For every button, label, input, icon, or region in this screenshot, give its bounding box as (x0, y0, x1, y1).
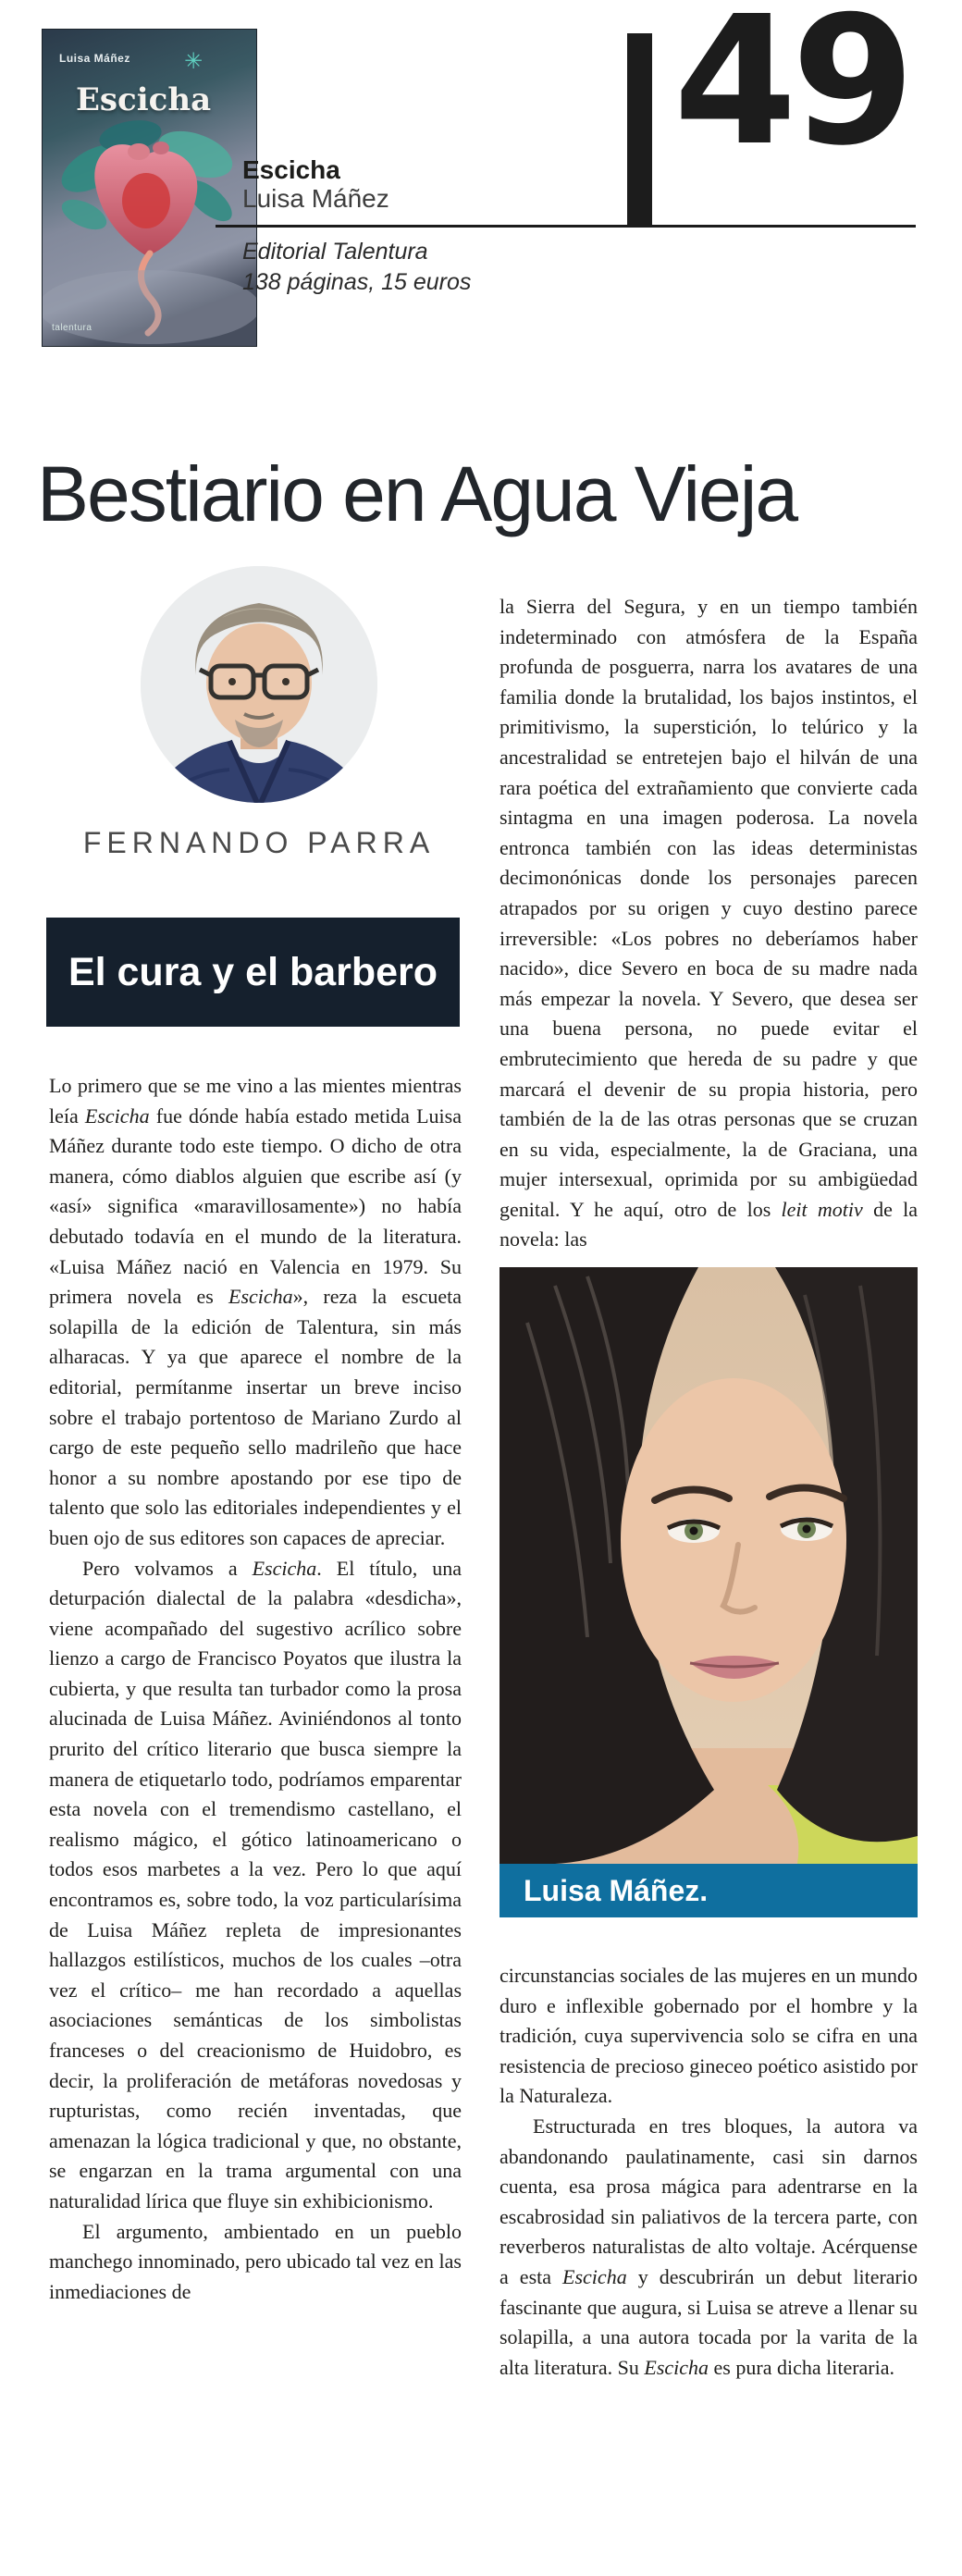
reviewer-photo (141, 566, 377, 803)
kicker-box (46, 918, 460, 1027)
author-photo (500, 1267, 918, 1864)
publisher-name: Editorial Talentura (242, 239, 428, 265)
book-author: Luisa Máñez (242, 184, 389, 213)
book-details: 138 páginas, 15 euros (242, 269, 472, 295)
cover-author-label: Luisa Máñez (59, 52, 130, 65)
paragraph: circunstancias sociales de las mujeres en un mundo duro e inflexible gobernado por el hombre y la tradición, cuya supervivencia solo se cifra en una resistencia de precioso gineceo poético asistido por la Naturaleza. (500, 1964, 918, 2108)
right-column (500, 592, 918, 2553)
kicker-label: El cura y el barbero (68, 949, 438, 994)
author-portrait-art (500, 1267, 918, 1864)
right-eye (282, 678, 290, 685)
book-cover (42, 29, 257, 347)
photo-caption (500, 1864, 918, 1917)
article-headline: Bestiario en Agua Vieja (37, 450, 797, 537)
right-column-bottom (500, 1961, 918, 2383)
book-title: Escicha (242, 155, 340, 184)
page-number: 49 (673, 0, 910, 185)
header-rule (216, 225, 916, 228)
paragraph: El argumento, ambientado en un pueblo manchego innominado, pero ubicado tal vez en las inmediaciones de (49, 2219, 462, 2303)
reviewer-portrait-art (141, 566, 377, 803)
right-column-top (500, 592, 918, 1255)
cover-title: Escicha (76, 81, 212, 118)
left-eye (228, 678, 236, 685)
book-meta (242, 155, 389, 213)
cover-mist (43, 270, 256, 344)
photo-caption-text: Luisa Máñez. (524, 1873, 709, 1907)
paragraph: la Sierra del Segura, y en un tiempo también indeterminado con atmósfera de la España profunda de posguerra, narra los avatares de una familia donde la brutalidad, los bajos instintos, el primitivismo, la superstición, lo telúrico y la ancestralidad se entretejen bajo el hilván de una rara poética del extrañamiento que convierte cada sintagma en una imagen poderosa. La novela entronca también con las ideas deterministas decimonónicas donde los personajes parecen atrapados por su origen y cuyo destino parece irreversible: «Los pobres no deberíamos haber nacido», dice Severo en boca de su madre nada más empezar la novela. Y Severo, que desea ser una buena persona, no puede evitar el embrutecimiento que hereda de su padre y que marcará el devenir de su propia historia, pero también de la de las otras personas que se cruzan en su vida, especialmente, la de Graciana, una mujer intersexual, oprimida por su ambigüedad genital. Y he aquí, otro de los leit motiv de la novela: las (500, 595, 918, 1251)
page-number-bar (627, 33, 652, 228)
publisher-logo: talentura (52, 323, 92, 333)
publication-info (242, 237, 471, 298)
left-column (49, 1071, 462, 2551)
byline: FERNANDO PARRA (82, 826, 436, 859)
asterisk-icon: ✳ (184, 49, 204, 74)
paragraph: Estructurada en tres bloques, la autora va abandonando paulatinamente, casi sin darnos cuenta, esa prosa mágica para adentrarse en la escabrosidad sin paliativos de la tercera parte, con reverberos naturalistas de alto voltaje. Acérquense a esta Escicha y descubrirán un debut literario fascinante que augura, si Luisa se atreve a llenar su solapilla, a una autora tocada por la varita de la alta literatura. Su Escicha es pura dicha literaria. (500, 2114, 918, 2379)
paragraph: Lo primero que se me vino a las mientes mientras leía Escicha fue dónde había estado metida Luisa Máñez durante todo este tiempo. O dicho de otra manera, cómo diablos alguien que escribe así (y «así» significa «maravillosamente») no había debutado todavía en el mundo de la literatura. «Luisa Máñez nació en Valencia en 1979. Su primera novela es Escicha», reza la escueta solapilla de la edición de Talentura, sin más alharacas. Y ya que aparece el nombre de la editorial, permítanme insertar un breve inciso sobre el trabajo portentoso de Mariano Zurdo al cargo de este pequeño sello madrileño que hace honor a su nombre apostando por ese tipo de talento que solo las editoriales independientes y el buen ojo de sus editores son capaces de apreciar. (49, 1074, 462, 1549)
paragraph: Pero volvamos a Escicha. El título, una deturpación dialectal de la palabra «desdicha», viene acompañado del sugestivo acrílico sobre lienzo a cargo de Francisco Poyatos que ilustra la cubierta, y que resulta tan turbador como la prosa alucinada de Luisa Máñez. Aviniéndonos al tonto prurito del crítico literario que busca siempre la manera de etiquetarlo todo, podríamos emparentar esta novela con el tremendismo castellano, el realismo mágico, el gótico latinoamericano o todos esos marbetes a la vez. Pero lo que aquí encontramos es, sobre todo, la voz particularísima de Luisa Máñez repleta de impresionantes hallazgos estilísticos, muchos de los cuales –otra vez el crítico– me han recordado a aquellas asociaciones semánticas de los simbolistas franceses o del creacionismo de Huidobro, es decir, la proliferación de metáforas novedosas y rupturistas, como recién inventadas, que amenazan la lógica tradicional y que, no obstante, se engarzan en la trama argumental con una naturalidad lírica que fluye sin exhibicionismo. (49, 1556, 462, 2212)
book-cover-art (43, 30, 256, 346)
